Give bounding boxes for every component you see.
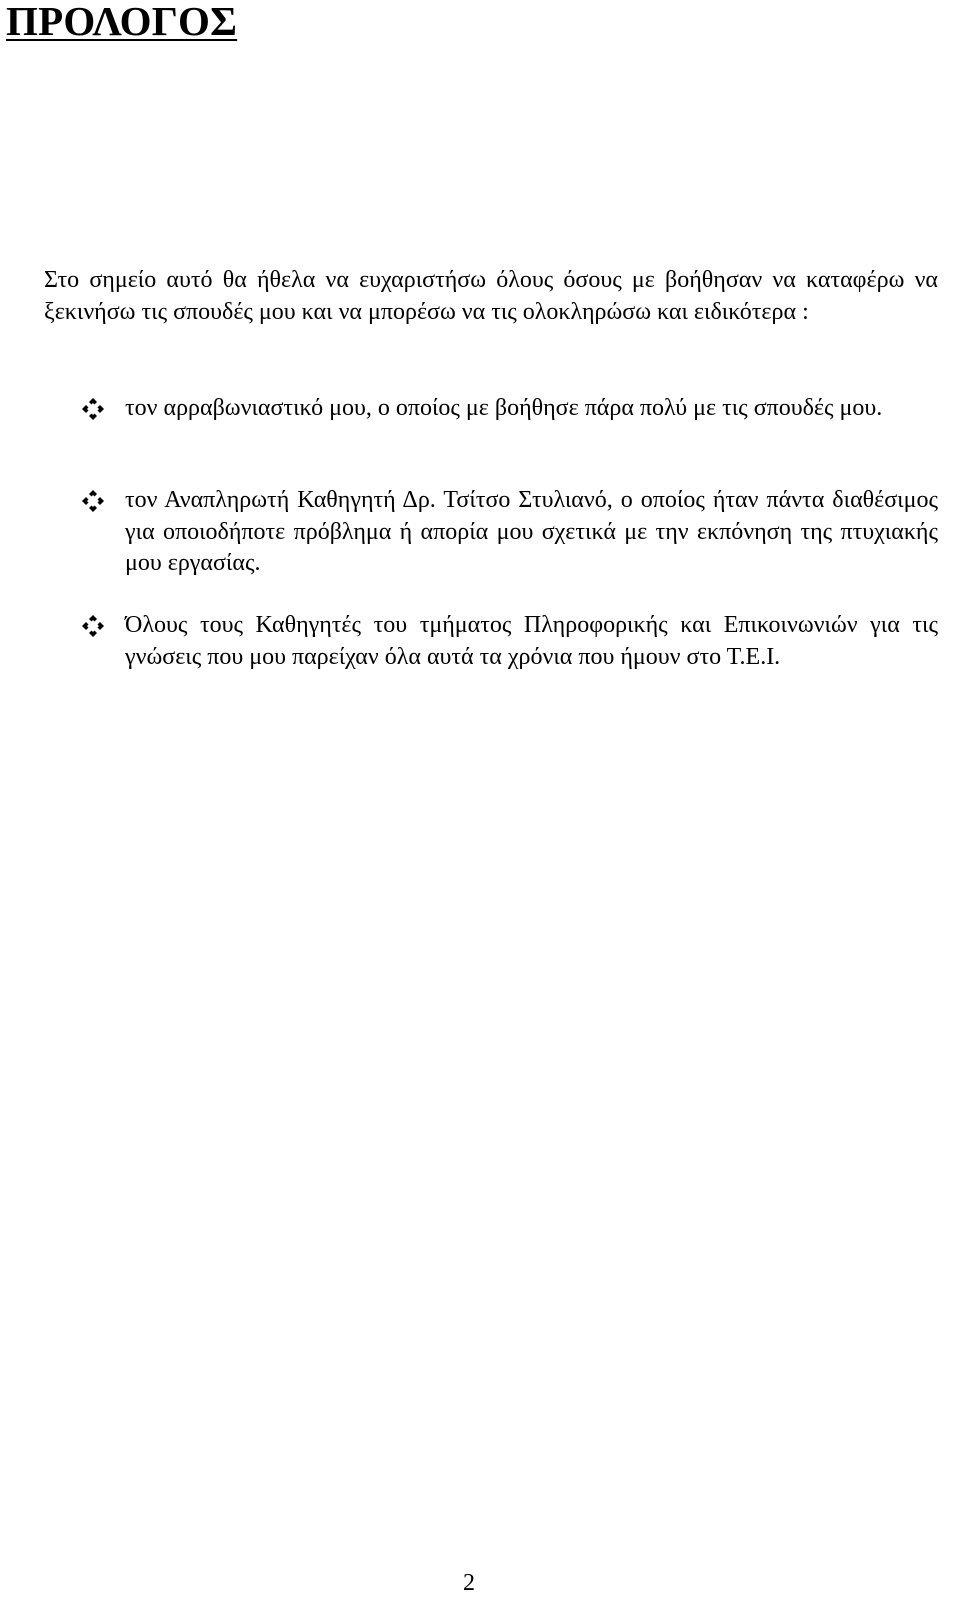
acknowledgement-item (80, 610, 938, 673)
diamond-bullet-icon (80, 614, 106, 638)
page-number: 2 (463, 1570, 475, 1596)
intro-paragraph: Στο σημείο αυτό θα ήθελα να ευχαριστήσω όλους όσους με βοήθησαν να καταφέρω να ξεκινήσω τις σπουδές μου και να μπορέσω να τις ολοκληρώσω και ειδικότερα : (44, 267, 938, 325)
acknowledgement-text: τον Αναπληρωτή Καθηγητή Δρ. Τσίτσο Στυλιανό, ο οποίος ήταν πάντα διαθέσιμος για οποιοδήποτε πρόβλημα ή απορία μου σχετικά με την εκπόνηση της πτυχιακής μου εργασίας. (125, 487, 938, 576)
acknowledgement-item (80, 485, 938, 580)
page-title: ΠΡΟΛΟΓΟΣ (6, 0, 238, 44)
acknowledgement-text: τον αρραβωνιαστικό μου, ο οποίος με βοήθησε πάρα πολύ με τις σπουδές μου. (125, 395, 883, 421)
diamond-bullet-icon (80, 397, 106, 421)
acknowledgement-item (80, 393, 938, 425)
acknowledgement-text: Όλους τους Καθηγητές του τμήματος Πληροφορικής και Επικοινωνιών για τις γνώσεις που μου παρείχαν όλα αυτά τα χρόνια που ήμουν στο Τ.Ε.Ι. (125, 612, 938, 670)
diamond-bullet-icon (80, 489, 106, 513)
